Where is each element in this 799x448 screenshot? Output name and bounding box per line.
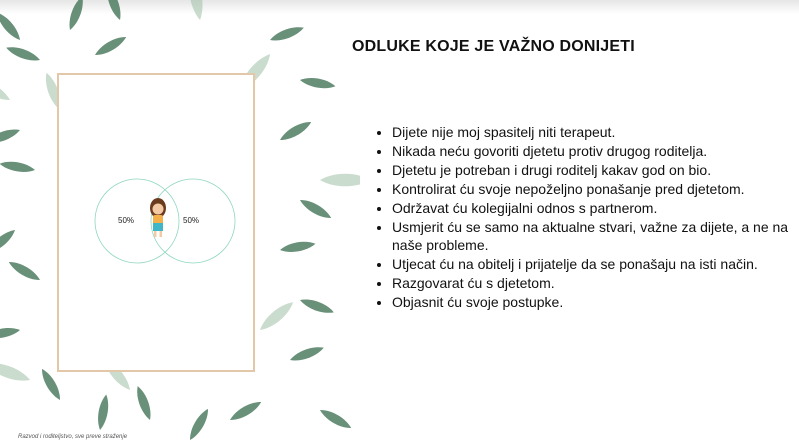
list-item: • Djetetu je potreban i drugi roditelj kakav god on bio. xyxy=(392,161,792,179)
list-item: • Utjecat ću na obitelj i prijatelje da se ponašaju na isti način. xyxy=(392,255,792,273)
footer-caption: Razvod i roditeljstvo, sve preve straženje xyxy=(18,434,128,440)
venn-diagram xyxy=(92,178,238,264)
list-item: • Razgovarat ću s djetetom. xyxy=(392,274,792,292)
slide-title: ODLUKE KOJE JE VAŽNO DONIJETI xyxy=(352,38,635,55)
venn-left-label: 50% xyxy=(118,216,135,225)
decision-list xyxy=(372,123,792,312)
list-item: • Usmjerit ću se samo na aktualne stvari, važne za dijete, a ne na naše probleme. xyxy=(392,218,792,254)
list-item: • Dijete nije moj spasitelj niti terapeut. xyxy=(392,123,792,141)
list-item: • Kontrolirat ću svoje nepoželjno ponašanje pred djetetom. xyxy=(392,180,792,198)
list-item: • Nikada neću govoriti djetetu protiv drugog roditelja. xyxy=(392,142,792,160)
list-item: • Objasnit ću svoje postupke. xyxy=(392,293,792,311)
venn-right-label: 50% xyxy=(183,216,200,225)
list-item: • Održavat ću kolegijalni odnos s partnerom. xyxy=(392,199,792,217)
venn-left-circle xyxy=(95,179,179,263)
